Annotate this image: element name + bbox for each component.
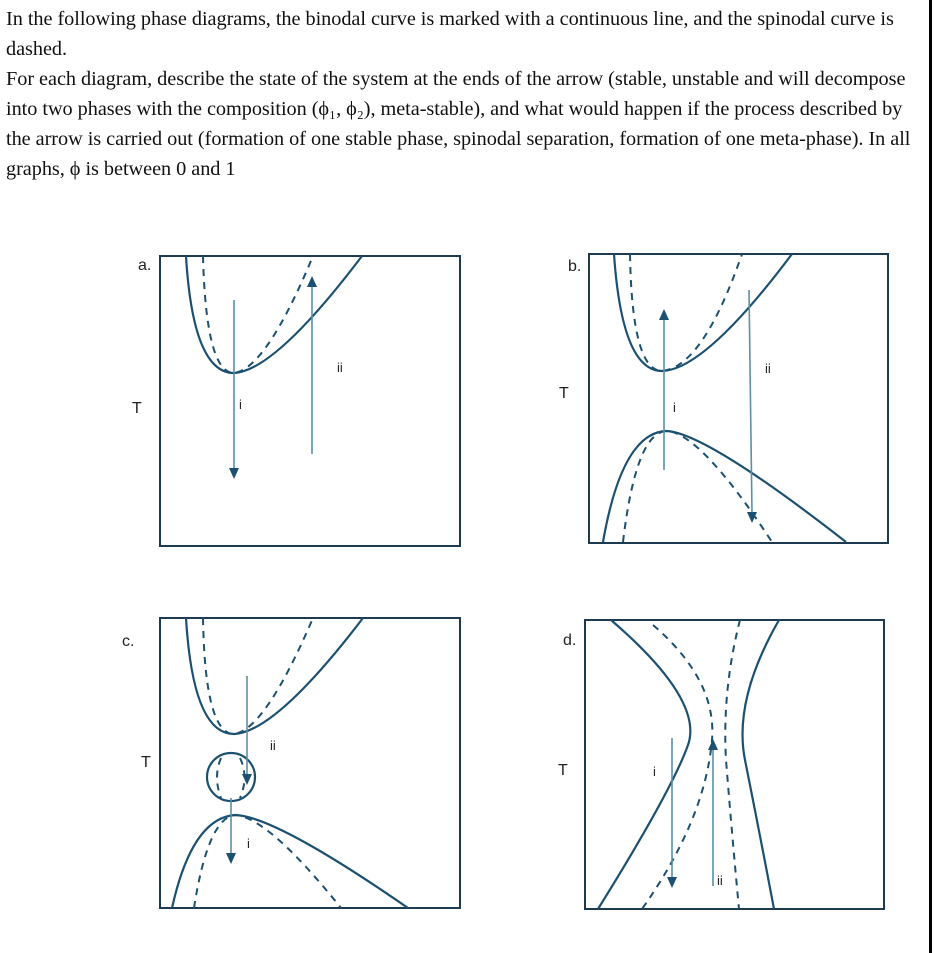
diagram-a-t-axis-label: T — [132, 400, 142, 417]
diagram-c-label: c. — [122, 633, 135, 650]
diagram-b-label: b. — [568, 258, 582, 275]
diagram-c-arrow-i-label: i — [247, 836, 250, 851]
diagram-b-frame — [589, 254, 888, 543]
diagram-d — [558, 620, 884, 909]
diagram-c-arrow-ii-label: ii — [270, 738, 276, 753]
diagram-c-binodal-upper — [186, 618, 363, 734]
diagram-b-binodal-lower — [603, 431, 846, 542]
diagram-a-binodal-curve — [186, 256, 362, 373]
diagram-d-binodal-left — [598, 620, 690, 909]
diagram-c-arrow-i-head — [226, 853, 236, 864]
question-line-1: In the following phase diagrams, the binodal curve is marked with a continuous line, and the spinodal curve is dashed. — [6, 8, 894, 60]
diagram-a-arrow-ii-head — [307, 276, 317, 287]
diagram-c-t-axis-label: T — [141, 754, 151, 771]
diagram-d-spinodal-right — [725, 620, 740, 909]
diagram-b-t-axis-label: T — [559, 385, 569, 402]
diagram-d-label: d. — [563, 632, 577, 649]
diagram-c-circle-spinodal-left — [217, 758, 221, 798]
diagram-d-arrow-i-head — [667, 877, 677, 888]
diagram-a-label: a. — [138, 257, 152, 274]
diagram-a-spinodal-curve — [203, 256, 313, 373]
diagram-b-arrow-ii-label: ii — [765, 361, 771, 376]
diagram-b-binodal-upper — [614, 254, 792, 371]
diagram-a — [132, 256, 460, 546]
diagram-a-arrow-ii-label: ii — [337, 360, 343, 375]
question-line-2: For each diagram, describe the state of the system at the ends of the arrow (stable, unstable and will decompose into two phases with the composition (ϕ₁, ϕ₂), meta-stable), and what would happen if the process described by the arrow is carried out (formation of one stable phase, spinodal separation, formation of one meta-phase). In all graphs, ϕ is between 0 and 1 — [6, 68, 911, 180]
diagram-c — [122, 618, 460, 908]
diagram-a-arrow-i-label: i — [239, 397, 242, 412]
diagram-b-spinodal-lower — [623, 431, 772, 542]
diagram-a-arrow-i-head — [229, 468, 239, 479]
diagram-d-arrow-ii-label: ii — [717, 873, 723, 888]
diagram-d-t-axis-label: T — [558, 762, 568, 779]
diagram-b-arrow-ii — [749, 290, 752, 513]
diagram-c-binodal-lower — [172, 815, 408, 908]
diagram-b — [559, 254, 888, 543]
diagram-d-arrow-i-label: i — [653, 764, 656, 779]
diagram-c-spinodal-lower — [194, 815, 341, 908]
diagram-b-arrow-i-head — [659, 309, 669, 320]
diagram-c-spinodal-upper — [203, 618, 313, 734]
diagram-b-spinodal-upper — [630, 254, 742, 371]
diagram-b-arrow-i-label: i — [673, 400, 676, 415]
diagram-d-arrow-ii-head — [708, 739, 718, 750]
diagram-d-binodal-right — [743, 620, 779, 909]
